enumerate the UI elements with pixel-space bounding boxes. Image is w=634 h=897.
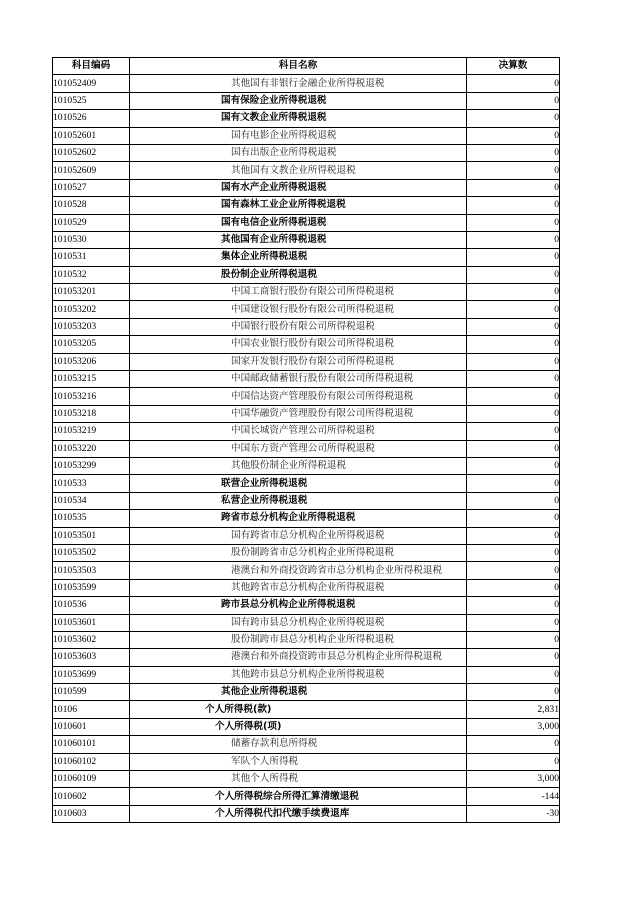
account-code: 101053202 — [53, 301, 130, 318]
account-name: 股份制跨省市总分机构企业所得税退税 — [130, 544, 467, 561]
account-code: 1010602 — [53, 788, 130, 805]
account-code: 101053206 — [53, 353, 130, 370]
table-row — [53, 510, 560, 527]
final-amount: 0 — [467, 371, 560, 388]
final-amount: 2,831 — [467, 701, 560, 718]
account-name: 国有出版企业所得税退税 — [130, 144, 467, 161]
account-name: 中国银行股份有限公司所得税退税 — [130, 318, 467, 335]
header-row — [53, 58, 560, 75]
final-amount: 3,000 — [467, 771, 560, 788]
table-row — [53, 684, 560, 701]
table-row — [53, 284, 560, 301]
account-name: 跨省市总分机构企业所得税退税 — [130, 510, 467, 527]
final-amount: 0 — [467, 475, 560, 492]
table-row — [53, 388, 560, 405]
table-row — [53, 718, 560, 735]
account-code: 1010533 — [53, 475, 130, 492]
budget-table — [52, 57, 560, 823]
account-name: 其他股份制企业所得税退税 — [130, 457, 467, 474]
final-amount: 0 — [467, 753, 560, 770]
final-amount: 0 — [467, 110, 560, 127]
account-code: 1010603 — [53, 805, 130, 822]
final-amount: 0 — [467, 301, 560, 318]
account-code: 101060102 — [53, 753, 130, 770]
account-code: 1010534 — [53, 492, 130, 509]
table-row — [53, 423, 560, 440]
table-body — [53, 75, 560, 823]
account-code: 101060101 — [53, 736, 130, 753]
account-code: 101053599 — [53, 579, 130, 596]
account-name: 中国长城资产管理公司所得税退税 — [130, 423, 467, 440]
account-code: 101053603 — [53, 649, 130, 666]
account-code: 101053501 — [53, 527, 130, 544]
account-code: 101052602 — [53, 144, 130, 161]
account-name: 联营企业所得税退税 — [130, 475, 467, 492]
table-row — [53, 440, 560, 457]
final-amount: 0 — [467, 388, 560, 405]
final-amount: 0 — [467, 214, 560, 231]
account-code: 101053602 — [53, 631, 130, 648]
table-row — [53, 336, 560, 353]
account-name: 港澳台和外商投资跨省市总分机构企业所得税退税 — [130, 562, 467, 579]
final-amount: 0 — [467, 457, 560, 474]
account-name: 国有保险企业所得税退税 — [130, 92, 467, 109]
account-code: 1010526 — [53, 110, 130, 127]
table-row — [53, 614, 560, 631]
account-code: 1010535 — [53, 510, 130, 527]
header-name: 科目名称 — [130, 58, 467, 75]
table-row — [53, 527, 560, 544]
final-amount: 0 — [467, 684, 560, 701]
account-code: 101053219 — [53, 423, 130, 440]
final-amount: 0 — [467, 197, 560, 214]
final-amount: 0 — [467, 510, 560, 527]
table-row — [53, 110, 560, 127]
final-amount: 0 — [467, 405, 560, 422]
final-amount: 0 — [467, 579, 560, 596]
final-amount: 0 — [467, 649, 560, 666]
account-name: 中国东方资产管理公司所得税退税 — [130, 440, 467, 457]
final-amount: 0 — [467, 127, 560, 144]
table-row — [53, 736, 560, 753]
table-row — [53, 597, 560, 614]
account-code: 101052601 — [53, 127, 130, 144]
account-name: 国有电信企业所得税退税 — [130, 214, 467, 231]
final-amount: 0 — [467, 231, 560, 248]
account-code: 101053503 — [53, 562, 130, 579]
final-amount: 0 — [467, 162, 560, 179]
final-amount: 0 — [467, 353, 560, 370]
final-amount: -30 — [467, 805, 560, 822]
account-name: 集体企业所得税退税 — [130, 249, 467, 266]
account-name: 国有文教企业所得税退税 — [130, 110, 467, 127]
account-code: 101053220 — [53, 440, 130, 457]
table-row — [53, 197, 560, 214]
final-amount: 0 — [467, 562, 560, 579]
account-code: 1010527 — [53, 179, 130, 196]
account-name: 股份制企业所得税退税 — [130, 266, 467, 283]
account-name: 中国建设银行股份有限公司所得税退税 — [130, 301, 467, 318]
account-name: 个人所得税(款) — [130, 701, 467, 718]
header-amount: 决算数 — [467, 58, 560, 75]
account-name: 国有森林工业企业所得税退税 — [130, 197, 467, 214]
account-code: 101053699 — [53, 666, 130, 683]
table-row — [53, 353, 560, 370]
final-amount: 0 — [467, 179, 560, 196]
final-amount: 0 — [467, 266, 560, 283]
table-row — [53, 162, 560, 179]
table-row — [53, 179, 560, 196]
table-row — [53, 475, 560, 492]
table-row — [53, 266, 560, 283]
account-name: 私营企业所得税退税 — [130, 492, 467, 509]
account-name: 其他国有企业所得税退税 — [130, 231, 467, 248]
account-name: 个人所得税代扣代缴手续费退库 — [130, 805, 467, 822]
table-row — [53, 788, 560, 805]
final-amount: 0 — [467, 440, 560, 457]
table-header — [53, 58, 560, 75]
account-code: 1010599 — [53, 684, 130, 701]
account-name: 中国华融资产管理股份有限公司所得税退税 — [130, 405, 467, 422]
account-name: 国有水产企业所得税退税 — [130, 179, 467, 196]
table-row — [53, 492, 560, 509]
account-name: 中国工商银行股份有限公司所得税退税 — [130, 284, 467, 301]
account-name: 跨市县总分机构企业所得税退税 — [130, 597, 467, 614]
account-code: 101053502 — [53, 544, 130, 561]
table-row — [53, 301, 560, 318]
final-amount: 0 — [467, 92, 560, 109]
final-amount: 0 — [467, 423, 560, 440]
account-name: 其他个人所得税 — [130, 771, 467, 788]
account-code: 1010529 — [53, 214, 130, 231]
table-row — [53, 214, 560, 231]
final-amount: 0 — [467, 144, 560, 161]
table-row — [53, 649, 560, 666]
table-row — [53, 562, 560, 579]
final-amount: 0 — [467, 492, 560, 509]
account-name: 储蓄存款利息所得税 — [130, 736, 467, 753]
table-row — [53, 457, 560, 474]
table-row — [53, 318, 560, 335]
table-row — [53, 371, 560, 388]
account-name: 其他企业所得税退税 — [130, 684, 467, 701]
final-amount: -144 — [467, 788, 560, 805]
account-name: 其他跨市县总分机构企业所得税退税 — [130, 666, 467, 683]
account-code: 1010601 — [53, 718, 130, 735]
account-name: 其他国有文教企业所得税退税 — [130, 162, 467, 179]
table-row — [53, 127, 560, 144]
account-code: 101053601 — [53, 614, 130, 631]
account-code: 101052609 — [53, 162, 130, 179]
account-name: 国有电影企业所得税退税 — [130, 127, 467, 144]
account-name: 军队个人所得税 — [130, 753, 467, 770]
account-code: 101060109 — [53, 771, 130, 788]
account-name: 国有跨市县总分机构企业所得税退税 — [130, 614, 467, 631]
final-amount: 0 — [467, 614, 560, 631]
table-row — [53, 771, 560, 788]
final-amount: 3,000 — [467, 718, 560, 735]
account-code: 101053216 — [53, 388, 130, 405]
final-amount: 0 — [467, 249, 560, 266]
final-amount: 0 — [467, 544, 560, 561]
final-amount: 0 — [467, 336, 560, 353]
account-code: 101053203 — [53, 318, 130, 335]
account-code: 101053299 — [53, 457, 130, 474]
final-amount: 0 — [467, 631, 560, 648]
table-row — [53, 231, 560, 248]
account-code: 101053205 — [53, 336, 130, 353]
account-name: 国有跨省市总分机构企业所得税退税 — [130, 527, 467, 544]
account-code: 1010536 — [53, 597, 130, 614]
table-row — [53, 701, 560, 718]
account-name: 其他跨省市总分机构企业所得税退税 — [130, 579, 467, 596]
account-name: 中国邮政储蓄银行股份有限公司所得税退税 — [130, 371, 467, 388]
account-name: 国家开发银行股份有限公司所得税退税 — [130, 353, 467, 370]
table-row — [53, 405, 560, 422]
table-row — [53, 579, 560, 596]
account-code: 1010532 — [53, 266, 130, 283]
account-name: 个人所得税综合所得汇算清缴退税 — [130, 788, 467, 805]
final-amount: 0 — [467, 736, 560, 753]
table-row — [53, 753, 560, 770]
final-amount: 0 — [467, 75, 560, 92]
table-row — [53, 805, 560, 822]
header-code: 科目编码 — [53, 58, 130, 75]
account-name: 中国信达资产管理股份有限公司所得税退税 — [130, 388, 467, 405]
final-amount: 0 — [467, 666, 560, 683]
table-row — [53, 544, 560, 561]
account-name: 个人所得税(项) — [130, 718, 467, 735]
account-code: 101052409 — [53, 75, 130, 92]
table-row — [53, 144, 560, 161]
account-name: 港澳台和外商投资跨市县总分机构企业所得税退税 — [130, 649, 467, 666]
account-code: 101053215 — [53, 371, 130, 388]
account-code: 101053218 — [53, 405, 130, 422]
table-row — [53, 92, 560, 109]
account-name: 中国农业银行股份有限公司所得税退税 — [130, 336, 467, 353]
account-code: 10106 — [53, 701, 130, 718]
account-code: 1010530 — [53, 231, 130, 248]
table-row — [53, 249, 560, 266]
account-code: 1010528 — [53, 197, 130, 214]
account-code: 1010525 — [53, 92, 130, 109]
final-amount: 0 — [467, 527, 560, 544]
final-amount: 0 — [467, 318, 560, 335]
table-row — [53, 75, 560, 92]
final-amount: 0 — [467, 284, 560, 301]
final-amount: 0 — [467, 597, 560, 614]
table-row — [53, 631, 560, 648]
table-row — [53, 666, 560, 683]
account-name: 其他国有非银行金融企业所得税退税 — [130, 75, 467, 92]
account-code: 1010531 — [53, 249, 130, 266]
account-name: 股份制跨市县总分机构企业所得税退税 — [130, 631, 467, 648]
account-code: 101053201 — [53, 284, 130, 301]
